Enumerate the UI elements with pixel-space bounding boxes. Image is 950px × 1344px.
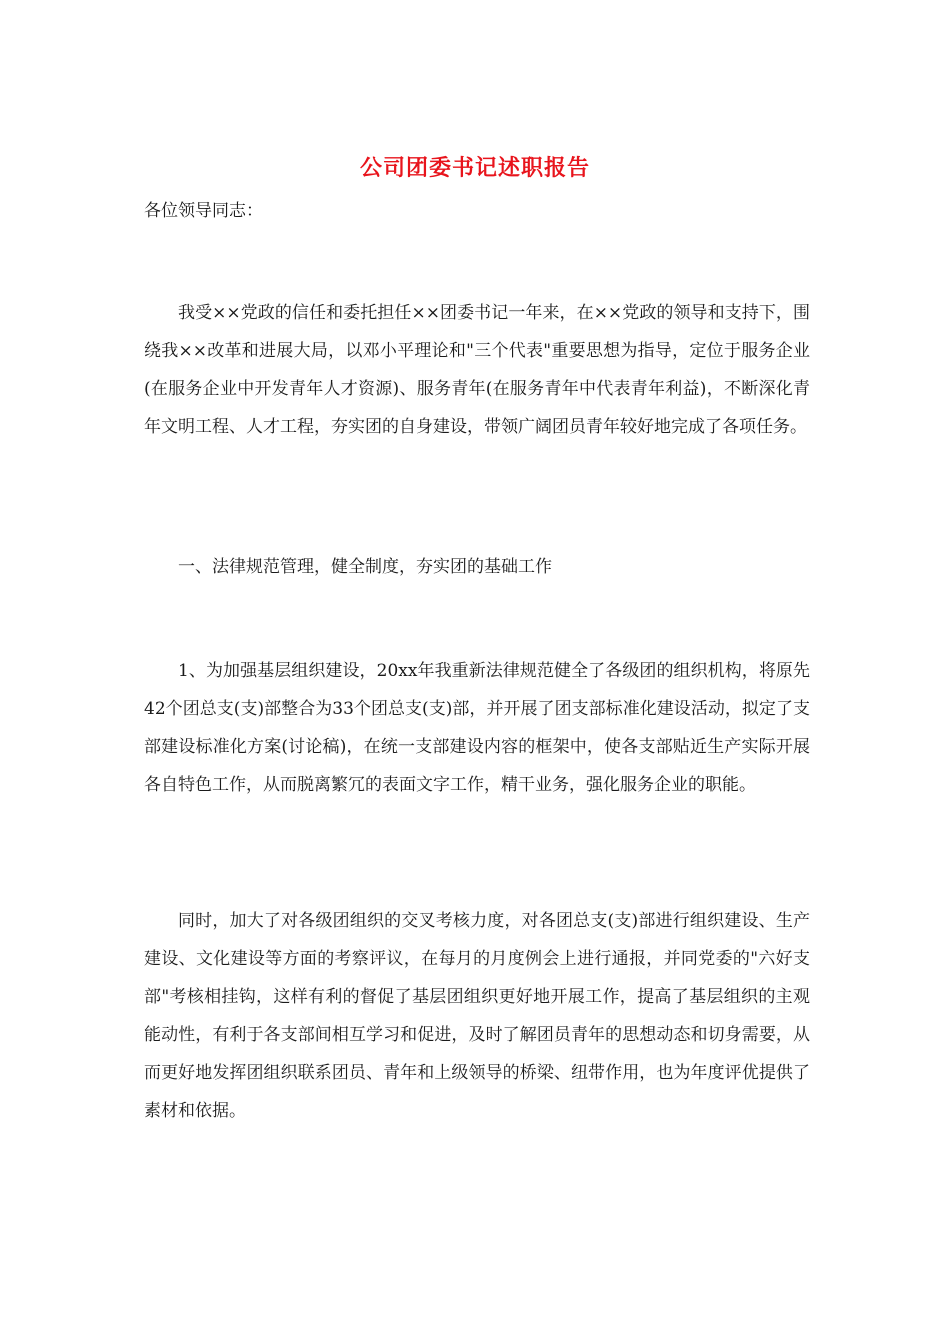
section-heading: 一、法律规范管理，健全制度，夯实团的基础工作 [178, 557, 552, 577]
document-title: 公司团委书记述职报告 [359, 155, 590, 181]
body-paragraph: 1、为加强基层组织建设，20xx年我重新法律规范健全了各级团的组织机构，将原先42个团总支(支)部整合为33个团总支(支)部，并开展了团支部标准化建设活动，拟定了支部建设标准化方案(讨论稿)，在统一支部建设内容的框架中，使各支部贴近生产实际开展各自特色工作，从而脱离繁冗的表面文字工作，精干业务，强化服务企业的职能。 [144, 661, 810, 795]
body-paragraph: 同时，加大了对各级团组织的交叉考核力度，对各团总支(支)部进行组织建设、生产建设、文化建设等方面的考察评议，在每月的月度例会上进行通报，并同党委的"六好支部"考核相挂钩，这样有利的督促了基层团组织更好地开展工作，提高了基层组织的主观能动性，有利于各支部间相互学习和促进，及时了解团员青年的思想动态和切身需要，从而更好地发挥团组织联系团员、青年和上级领导的桥梁、纽带作用，也为年度评优提供了素材和依据。 [144, 911, 810, 1121]
salutation: 各位领导同志： [144, 201, 263, 221]
intro-paragraph: 我受××党政的信任和委托担任××团委书记一年来，在××党政的领导和支持下，围绕我××改革和进展大局，以邓小平理论和"三个代表"重要思想为指导，定位于服务企业(在服务企业中开发青年人才资源)、服务青年(在服务青年中代表青年利益)，不断深化青年文明工程、人才工程，夯实团的自身建设，带领广阔团员青年较好地完成了各项任务。 [144, 303, 810, 437]
